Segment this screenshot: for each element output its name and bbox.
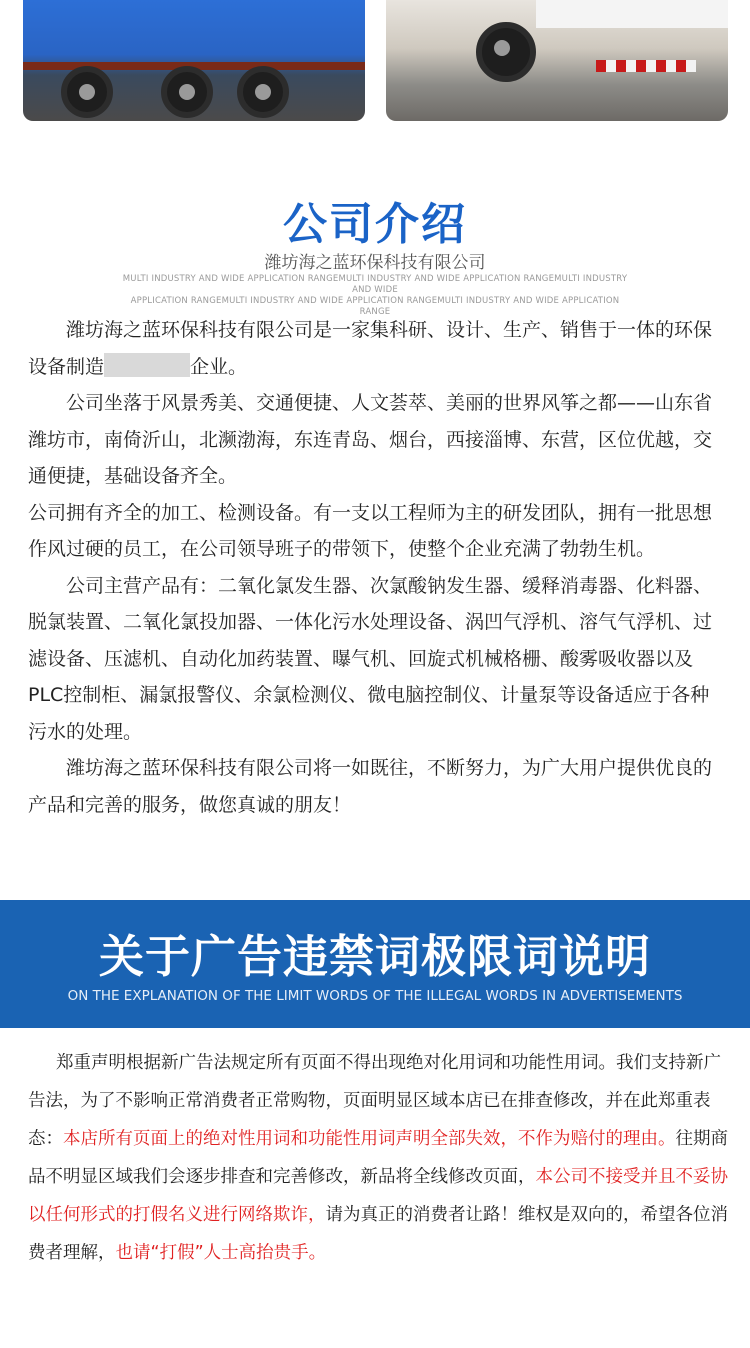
product-photo-row — [0, 0, 750, 124]
truck-wheel — [476, 22, 536, 82]
truck-photo-left — [23, 0, 365, 121]
redaction-block — [104, 353, 190, 377]
notice-seg-3: 往期商品不明显区域我们会逐步排查和完善修改，新品将全线修改页面， — [28, 1129, 728, 1187]
section-title: 公司介绍 — [283, 199, 467, 250]
company-name: 潍坊海之蓝环保科技有限公司 — [264, 253, 486, 273]
truck-box-body — [536, 0, 728, 28]
intro-paragraph-1 — [28, 312, 728, 385]
banner-subtitle: ON THE EXPLANATION OF THE LIMIT WORDS OF THE ILLEGAL WORDS IN ADVERTISEMENTS — [67, 988, 683, 1004]
intro-paragraph-4: 公司主营产品有：二氧化氯发生器、次氯酸钠发生器、缓释消毒器、化料器、脱氯装置、二氧化氯投加器、一体化污水处理设备、涡凹气浮机、溶气气浮机、过滤设备、压滤机、自动化加药装置、曝气机、回旋式机械格栅、酸雾吸收器以及PLC控制柜、漏氯报警仪、余氯检测仪、微电脑控制仪、计量泵等设备适应于各种污水的处理。 — [28, 574, 713, 743]
intro-paragraph-5: 潍坊海之蓝环保科技有限公司将一如既往，不断努力，为广大用户提供优良的产品和完善的服务，做您真诚的朋友！ — [28, 757, 713, 816]
english-tagline-line: APPLICATION RANGEMULTI INDUSTRY AND WIDE APPLICATION RANGEMULTI INDUSTRY AND WIDE APPLICATION RANGE — [130, 296, 620, 317]
notice-seg-6-red: 也请“打假”人士高抬贵手。 — [115, 1243, 327, 1263]
truck-wheel — [61, 66, 113, 118]
truck-wheel — [237, 66, 289, 118]
banner-title: 关于广告违禁词极限词说明 — [98, 930, 651, 983]
notice-seg-5: 请为真正的消费者让路！维权是双向的，希望各位消费者理解， — [28, 1205, 728, 1263]
notice-text — [28, 1044, 728, 1272]
intro-p1-before: 潍坊海之蓝环保科技有限公司是一家集科研、设计、生产、销售于一体的环保设备制造 — [28, 319, 713, 378]
notice-paragraph — [28, 1044, 728, 1272]
notice-seg-4-red: 本公司不接受并且不妥协以任何形式的打假名义进行网络欺诈， — [28, 1167, 728, 1225]
truck-rear-bumper — [596, 60, 696, 72]
notice-seg-1: 郑重声明根据新广告法规定所有页面不得出现绝对化用词和功能性用词。我们支持新广告法，为了不影响正常消费者正常购物，页面明显区域本店已在排查修改，并在此郑重表态： — [28, 1053, 721, 1149]
intro-paragraph-2: 公司坐落于风景秀美、交通便捷、人文荟萃、美丽的世界风筝之都——山东省潍坊市，南倚沂山，北濒渤海，东连青岛、烟台，西接淄博、东营，区位优越，交通便捷，基础设备齐全。 — [28, 392, 713, 487]
truck-wheel — [161, 66, 213, 118]
notice-seg-2-red: 本店所有页面上的绝对性用词和功能性用词声明全部失效，不作为赔付的理由。 — [63, 1129, 676, 1149]
company-intro — [28, 312, 728, 823]
notice-banner — [0, 900, 750, 1028]
english-tagline-line: MULTI INDUSTRY AND WIDE APPLICATION RANGEMULTI INDUSTRY AND WIDE APPLICATION RANGEMULTI INDUSTRY AND WIDE — [122, 274, 628, 295]
intro-paragraph-3: 公司拥有齐全的加工、检测设备。有一支以工程师为主的研发团队，拥有一批思想作风过硬的员工，在公司领导班子的带领下，使整个企业充满了勃勃生机。 — [28, 501, 713, 560]
truck-photo-right — [386, 0, 728, 121]
intro-p1-after: 企业。 — [190, 355, 248, 378]
